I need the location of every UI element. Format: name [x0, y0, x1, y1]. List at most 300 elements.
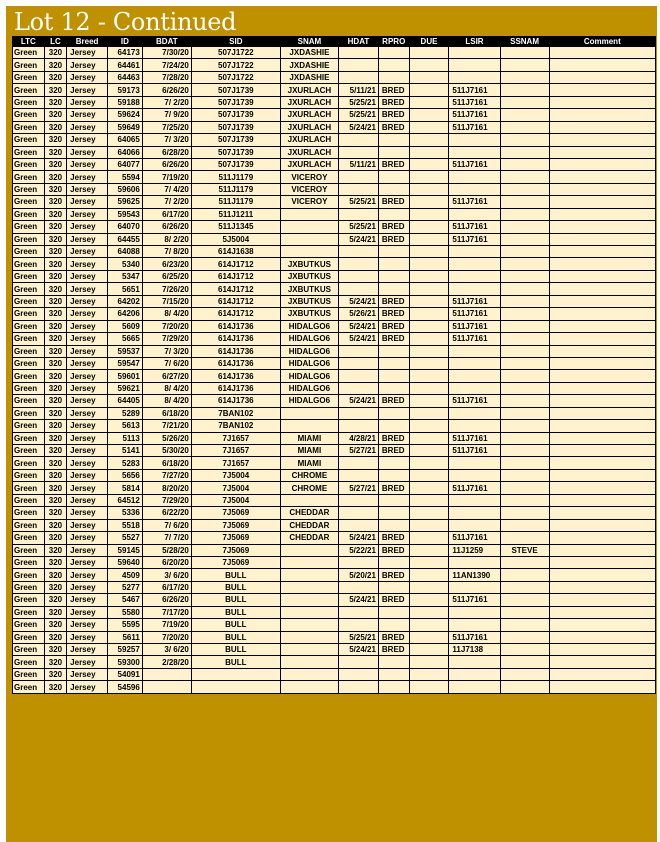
column-header-lc: LC: [44, 37, 66, 47]
cell-id: 5580: [108, 606, 143, 618]
table-row: [13, 457, 656, 469]
cell-due: [409, 258, 449, 270]
cell-sid: 614J1736: [191, 333, 280, 345]
cell-ssnam: [500, 382, 549, 394]
cell-snam: [280, 407, 338, 419]
column-header-rpro: RPRO: [378, 37, 409, 47]
table-row: [13, 59, 656, 71]
cell-sid: 7J5004: [191, 494, 280, 506]
cell-lc: 320: [44, 581, 66, 593]
cell-lsir: [449, 656, 500, 668]
cell-breed: Jersey: [67, 333, 108, 345]
cell-lsir: 511J7161: [449, 532, 500, 544]
cell-bdat: 6/26/20: [142, 158, 191, 170]
cell-ltc: Green: [13, 569, 45, 581]
cell-bdat: 7/ 2/20: [142, 96, 191, 108]
cell-ltc: Green: [13, 96, 45, 108]
cell-ltc: Green: [13, 432, 45, 444]
cell-comment: [549, 606, 655, 618]
cell-bdat: 6/17/20: [142, 581, 191, 593]
cell-due: [409, 59, 449, 71]
cell-sid: BULL: [191, 606, 280, 618]
cell-bdat: [142, 681, 191, 693]
cell-comment: [549, 71, 655, 83]
cell-snam: JXURLACH: [280, 96, 338, 108]
table-row: [13, 556, 656, 568]
cell-hdat: [339, 345, 379, 357]
column-header-comment: Comment: [549, 37, 655, 47]
table-row: [13, 246, 656, 258]
cell-snam: VICEROY: [280, 171, 338, 183]
cell-rpro: BRED: [378, 445, 409, 457]
cell-comment: [549, 432, 655, 444]
table-row: [13, 507, 656, 519]
cell-sid: 507J1739: [191, 109, 280, 121]
cell-ltc: Green: [13, 494, 45, 506]
cell-snam: [280, 544, 338, 556]
cell-rpro: [378, 681, 409, 693]
cell-bdat: 7/20/20: [142, 320, 191, 332]
cell-due: [409, 308, 449, 320]
cell-sid: BULL: [191, 594, 280, 606]
cell-bdat: 6/26/20: [142, 594, 191, 606]
cell-id: 5527: [108, 532, 143, 544]
cell-sid: 614J1736: [191, 370, 280, 382]
cell-ssnam: [500, 519, 549, 531]
cell-lc: 320: [44, 357, 66, 369]
cell-ssnam: [500, 320, 549, 332]
cell-due: [409, 668, 449, 680]
cell-lc: 320: [44, 308, 66, 320]
cell-ssnam: [500, 96, 549, 108]
cell-rpro: BRED: [378, 432, 409, 444]
cell-sid: 511J1179: [191, 196, 280, 208]
table-row: [13, 494, 656, 506]
cell-sid: BULL: [191, 631, 280, 643]
cell-comment: [549, 158, 655, 170]
cell-rpro: [378, 581, 409, 593]
cell-ltc: Green: [13, 221, 45, 233]
cell-ltc: Green: [13, 469, 45, 481]
table-row: [13, 532, 656, 544]
cell-ltc: Green: [13, 320, 45, 332]
cell-hdat: 5/24/21: [339, 333, 379, 345]
cell-rpro: [378, 146, 409, 158]
cell-ssnam: [500, 345, 549, 357]
cell-breed: Jersey: [67, 407, 108, 419]
column-header-bdat: BDAT: [142, 37, 191, 47]
cell-sid: [191, 668, 280, 680]
cell-breed: Jersey: [67, 482, 108, 494]
cell-snam: JXURLACH: [280, 84, 338, 96]
cell-hdat: [339, 469, 379, 481]
cell-ltc: Green: [13, 47, 45, 59]
cell-due: [409, 432, 449, 444]
table-row: [13, 208, 656, 220]
cell-ltc: Green: [13, 420, 45, 432]
cell-sid: 507J1739: [191, 146, 280, 158]
cell-snam: [280, 208, 338, 220]
cell-lc: 320: [44, 507, 66, 519]
cell-ssnam: [500, 656, 549, 668]
cell-rpro: BRED: [378, 233, 409, 245]
cell-id: 5611: [108, 631, 143, 643]
table-header-row: [13, 37, 656, 47]
cell-snam: MIAMI: [280, 432, 338, 444]
cell-snam: [280, 556, 338, 568]
table-row: [13, 258, 656, 270]
table-row: [13, 295, 656, 307]
cell-snam: [280, 656, 338, 668]
cell-ssnam: [500, 668, 549, 680]
cell-bdat: 7/ 2/20: [142, 196, 191, 208]
cell-snam: HIDALGO6: [280, 345, 338, 357]
cell-ssnam: [500, 395, 549, 407]
cell-comment: [549, 333, 655, 345]
cell-ltc: Green: [13, 681, 45, 693]
cell-rpro: [378, 270, 409, 282]
cell-snam: [280, 681, 338, 693]
cell-due: [409, 556, 449, 568]
cell-bdat: 6/28/20: [142, 146, 191, 158]
cell-lsir: 11J1259: [449, 544, 500, 556]
cell-lc: 320: [44, 345, 66, 357]
cell-sid: 507J1739: [191, 121, 280, 133]
cell-lc: 320: [44, 656, 66, 668]
cell-lsir: 11AN1390: [449, 569, 500, 581]
cell-breed: Jersey: [67, 457, 108, 469]
cell-hdat: [339, 668, 379, 680]
cell-ssnam: [500, 432, 549, 444]
cell-ssnam: STEVE: [500, 544, 549, 556]
cell-comment: [549, 183, 655, 195]
cell-rpro: BRED: [378, 109, 409, 121]
cell-hdat: 5/25/21: [339, 196, 379, 208]
cattle-table: [12, 36, 656, 694]
cell-comment: [549, 84, 655, 96]
cell-breed: Jersey: [67, 146, 108, 158]
cell-ltc: Green: [13, 308, 45, 320]
cell-due: [409, 71, 449, 83]
cell-bdat: 7/25/20: [142, 121, 191, 133]
cell-breed: Jersey: [67, 84, 108, 96]
table-row: [13, 544, 656, 556]
cell-hdat: [339, 71, 379, 83]
cell-ltc: Green: [13, 606, 45, 618]
column-header-ltc: LTC: [13, 37, 45, 47]
cell-breed: Jersey: [67, 59, 108, 71]
cell-rpro: BRED: [378, 196, 409, 208]
cell-lsir: 511J7161: [449, 594, 500, 606]
cell-ltc: Green: [13, 146, 45, 158]
cell-rpro: BRED: [378, 295, 409, 307]
cell-snam: HIDALGO6: [280, 333, 338, 345]
cell-ltc: Green: [13, 519, 45, 531]
cell-bdat: [142, 668, 191, 680]
cell-comment: [549, 532, 655, 544]
cell-sid: 507J1722: [191, 47, 280, 59]
cell-id: 54596: [108, 681, 143, 693]
cell-snam: MIAMI: [280, 445, 338, 457]
cell-snam: JXBUTKUS: [280, 295, 338, 307]
cell-lsir: [449, 208, 500, 220]
cell-lc: 320: [44, 644, 66, 656]
cell-rpro: BRED: [378, 84, 409, 96]
cell-ltc: Green: [13, 656, 45, 668]
cell-id: 64065: [108, 134, 143, 146]
cell-bdat: 7/21/20: [142, 420, 191, 432]
cell-id: 64202: [108, 295, 143, 307]
cell-hdat: [339, 270, 379, 282]
cell-hdat: [339, 134, 379, 146]
cell-lc: 320: [44, 631, 66, 643]
cell-id: 5277: [108, 581, 143, 593]
cell-lc: 320: [44, 221, 66, 233]
column-header-snam: SNAM: [280, 37, 338, 47]
page-title: Lot 12 - Continued: [14, 8, 237, 36]
cell-hdat: [339, 581, 379, 593]
cell-rpro: BRED: [378, 631, 409, 643]
cell-snam: JXBUTKUS: [280, 270, 338, 282]
cell-id: 5609: [108, 320, 143, 332]
cell-lsir: [449, 606, 500, 618]
cell-ltc: Green: [13, 71, 45, 83]
cell-lsir: 511J7161: [449, 196, 500, 208]
cell-ltc: Green: [13, 158, 45, 170]
cell-rpro: [378, 134, 409, 146]
cell-id: 64066: [108, 146, 143, 158]
cell-rpro: BRED: [378, 96, 409, 108]
cell-breed: Jersey: [67, 345, 108, 357]
cell-bdat: 7/20/20: [142, 631, 191, 643]
cell-due: [409, 569, 449, 581]
cell-bdat: 3/ 6/20: [142, 644, 191, 656]
cell-id: 5665: [108, 333, 143, 345]
cell-breed: Jersey: [67, 544, 108, 556]
cell-breed: Jersey: [67, 494, 108, 506]
cell-lsir: [449, 171, 500, 183]
table-row: [13, 606, 656, 618]
cell-breed: Jersey: [67, 121, 108, 133]
cell-id: 5814: [108, 482, 143, 494]
cell-sid: 614J1712: [191, 295, 280, 307]
cell-due: [409, 407, 449, 419]
cell-breed: Jersey: [67, 644, 108, 656]
cell-due: [409, 445, 449, 457]
cell-lsir: [449, 494, 500, 506]
cell-bdat: 6/20/20: [142, 556, 191, 568]
cell-sid: 614J1712: [191, 270, 280, 282]
cell-bdat: 5/30/20: [142, 445, 191, 457]
cell-rpro: BRED: [378, 482, 409, 494]
cell-ssnam: [500, 569, 549, 581]
cell-comment: [549, 519, 655, 531]
cell-due: [409, 109, 449, 121]
table-row: [13, 656, 656, 668]
cell-lc: 320: [44, 606, 66, 618]
cell-snam: JXURLACH: [280, 109, 338, 121]
cell-ltc: Green: [13, 668, 45, 680]
cell-hdat: [339, 246, 379, 258]
cell-lsir: [449, 407, 500, 419]
cell-ltc: Green: [13, 544, 45, 556]
cell-hdat: [339, 606, 379, 618]
cell-hdat: 5/24/21: [339, 233, 379, 245]
cell-hdat: [339, 283, 379, 295]
cell-bdat: 7/ 3/20: [142, 345, 191, 357]
cell-rpro: [378, 420, 409, 432]
table-row: [13, 668, 656, 680]
cell-hdat: [339, 507, 379, 519]
cell-hdat: 5/25/21: [339, 221, 379, 233]
cell-sid: 7J5069: [191, 556, 280, 568]
cell-ltc: Green: [13, 382, 45, 394]
cell-hdat: 5/24/21: [339, 644, 379, 656]
cell-rpro: BRED: [378, 532, 409, 544]
cell-lc: 320: [44, 594, 66, 606]
cell-rpro: [378, 507, 409, 519]
cell-ltc: Green: [13, 258, 45, 270]
cell-lc: 320: [44, 96, 66, 108]
cell-ssnam: [500, 581, 549, 593]
cell-due: [409, 246, 449, 258]
cell-comment: [549, 96, 655, 108]
cell-lsir: [449, 345, 500, 357]
cell-comment: [549, 357, 655, 369]
cell-comment: [549, 631, 655, 643]
cell-comment: [549, 457, 655, 469]
cell-lsir: [449, 469, 500, 481]
cell-breed: Jersey: [67, 556, 108, 568]
cell-due: [409, 270, 449, 282]
cell-lc: 320: [44, 556, 66, 568]
cell-lsir: [449, 420, 500, 432]
cell-ltc: Green: [13, 357, 45, 369]
cell-due: [409, 544, 449, 556]
cell-hdat: [339, 258, 379, 270]
cell-breed: Jersey: [67, 134, 108, 146]
cell-breed: Jersey: [67, 445, 108, 457]
cell-lsir: 511J7161: [449, 158, 500, 170]
cell-bdat: 7/29/20: [142, 333, 191, 345]
cell-sid: 614J1712: [191, 258, 280, 270]
cell-rpro: [378, 258, 409, 270]
cell-snam: [280, 581, 338, 593]
cell-rpro: [378, 171, 409, 183]
cell-lc: 320: [44, 333, 66, 345]
cell-bdat: 6/18/20: [142, 457, 191, 469]
cell-sid: 507J1739: [191, 158, 280, 170]
cell-lc: 320: [44, 121, 66, 133]
cell-breed: Jersey: [67, 320, 108, 332]
cell-bdat: 7/15/20: [142, 295, 191, 307]
cell-lsir: [449, 59, 500, 71]
table-row: [13, 382, 656, 394]
cell-id: 59606: [108, 183, 143, 195]
cell-ssnam: [500, 71, 549, 83]
cell-ltc: Green: [13, 556, 45, 568]
cell-id: 59649: [108, 121, 143, 133]
cell-ssnam: [500, 221, 549, 233]
table-row: [13, 619, 656, 631]
cell-sid: BULL: [191, 619, 280, 631]
cell-rpro: [378, 283, 409, 295]
cell-due: [409, 469, 449, 481]
cell-due: [409, 482, 449, 494]
cell-sid: BULL: [191, 569, 280, 581]
cell-id: 54091: [108, 668, 143, 680]
cell-sid: 7J1657: [191, 457, 280, 469]
cell-snam: JXBUTKUS: [280, 258, 338, 270]
cell-lc: 320: [44, 407, 66, 419]
cell-sid: [191, 681, 280, 693]
cell-id: 5336: [108, 507, 143, 519]
cell-breed: Jersey: [67, 308, 108, 320]
cell-ltc: Green: [13, 208, 45, 220]
table-row: [13, 581, 656, 593]
cell-rpro: [378, 469, 409, 481]
cell-comment: [549, 681, 655, 693]
cell-rpro: [378, 246, 409, 258]
cell-comment: [549, 407, 655, 419]
cell-comment: [549, 134, 655, 146]
cell-breed: Jersey: [67, 370, 108, 382]
cell-lsir: 511J7161: [449, 482, 500, 494]
cell-id: 64206: [108, 308, 143, 320]
cell-ltc: Green: [13, 594, 45, 606]
cell-sid: 507J1739: [191, 96, 280, 108]
cell-ltc: Green: [13, 644, 45, 656]
cell-ltc: Green: [13, 581, 45, 593]
cell-hdat: [339, 171, 379, 183]
cell-ltc: Green: [13, 84, 45, 96]
cell-hdat: 5/25/21: [339, 96, 379, 108]
column-header-lsir: LSIR: [449, 37, 500, 47]
cell-due: [409, 594, 449, 606]
cell-id: 59537: [108, 345, 143, 357]
cell-breed: Jersey: [67, 395, 108, 407]
cell-snam: HIDALGO6: [280, 357, 338, 369]
cell-ssnam: [500, 47, 549, 59]
cell-breed: Jersey: [67, 382, 108, 394]
cell-snam: [280, 606, 338, 618]
table-row: [13, 345, 656, 357]
cell-sid: 614J1736: [191, 320, 280, 332]
cell-comment: [549, 569, 655, 581]
cell-lsir: [449, 370, 500, 382]
cell-rpro: [378, 370, 409, 382]
cell-comment: [549, 208, 655, 220]
table-row: [13, 134, 656, 146]
cell-bdat: 7/ 7/20: [142, 532, 191, 544]
table-row: [13, 308, 656, 320]
cell-breed: Jersey: [67, 532, 108, 544]
cell-ltc: Green: [13, 532, 45, 544]
cell-breed: Jersey: [67, 619, 108, 631]
cell-breed: Jersey: [67, 606, 108, 618]
cell-lc: 320: [44, 146, 66, 158]
cell-comment: [549, 507, 655, 519]
cell-ltc: Green: [13, 482, 45, 494]
cell-breed: Jersey: [67, 158, 108, 170]
cell-due: [409, 507, 449, 519]
cell-lc: 320: [44, 246, 66, 258]
cell-lsir: [449, 668, 500, 680]
cell-id: 64461: [108, 59, 143, 71]
cell-sid: 507J1739: [191, 84, 280, 96]
cell-hdat: 5/24/21: [339, 295, 379, 307]
cell-comment: [549, 544, 655, 556]
